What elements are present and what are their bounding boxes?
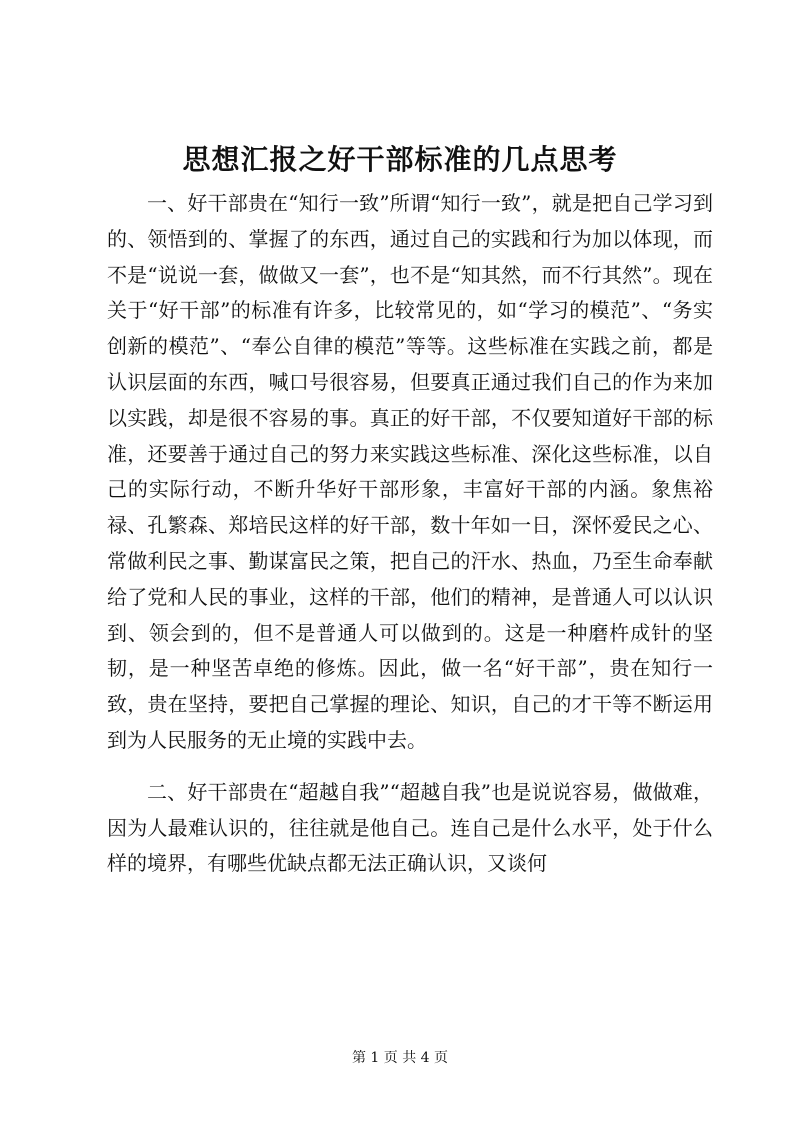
- document-body: [107, 186, 713, 882]
- paragraph-2: 二、好干部贵在“超越自我”“超越自我”也是说说容易，做做难，因为人最难认识的，往往就是他自己。连自己是什么水平，处于什么样的境界，有哪些优缺点都无法正确认识，又谈何: [107, 779, 713, 876]
- document-title: 思想汇报之好干部标准的几点思考: [182, 143, 618, 176]
- paragraph-1: 一、好干部贵在“知行一致”所谓“知行一致”，就是把自己学习到的、领悟到的、掌握了的东西，通过自己的实践和行为加以体现，而不是“说说一套，做做又一套”，也不是“知其然，而不行其然”。现在关于“好干部”的标准有许多，比较常见的，如“学习的模范”、“务实创新的模范”、“奉公自律的模范”等等。这些标准在实践之前，都是认识层面的东西，喊口号很容易，但要真正通过我们自己的作为来加以实践，却是很不容易的事。真正的好干部，不仅要知道好干部的标准，还要善于通过自己的努力来实践这些标准、深化这些标准，以自己的实际行动，不断升华好干部形象，丰富好干部的内涵。象焦裕禄、孔繁森、郑培民这样的好干部，数十年如一日，深怀爱民之心、常做利民之事、勤谋富民之策，把自己的汗水、热血，乃至生命奉献给了党和人民的事业，这样的干部，他们的精神，是普通人可以认识到、领会到的，但不是普通人可以做到的。这是一种磨杵成针的坚韧，是一种坚苦卓绝的修炼。因此，做一名“好干部”，贵在知行一致，贵在坚持，要把自己掌握的理论、知识，自己的才干等不断运用到为人民服务的无止境的实践中去。: [107, 191, 713, 752]
- page-footer: 第 1 页 共 4 页: [351, 1050, 449, 1066]
